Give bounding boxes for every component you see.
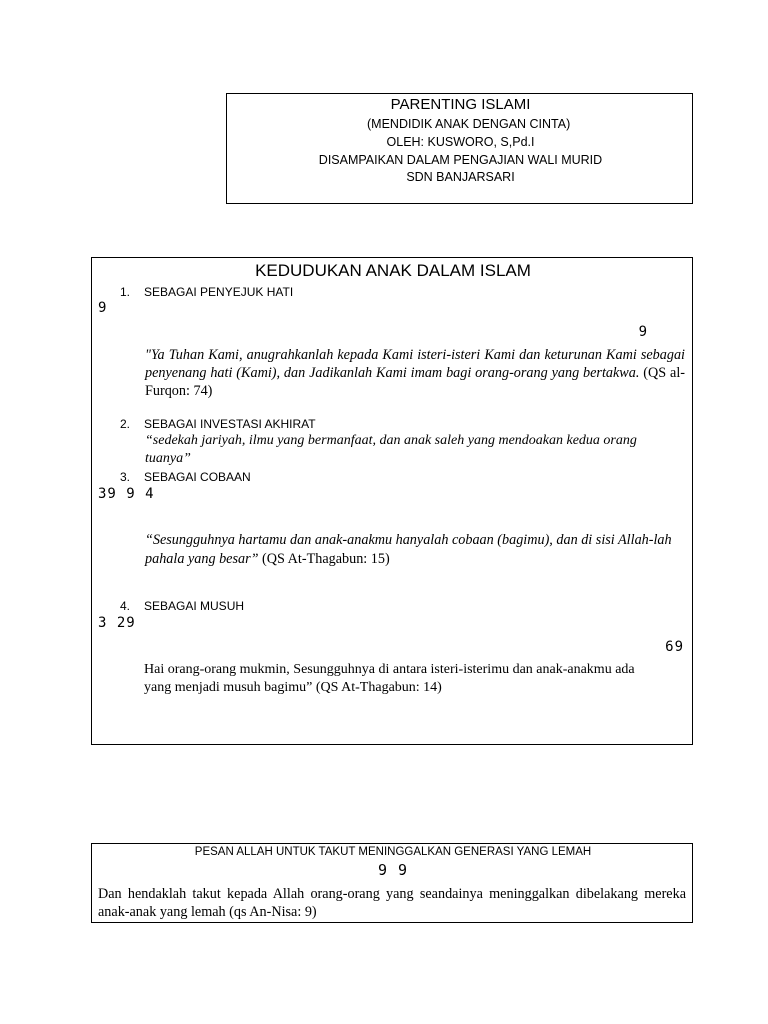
- item-3-reference: (QS At-Thagabun: 15): [258, 551, 390, 567]
- item-4-arabic-line-2: 69: [665, 639, 684, 655]
- item-4-number: 4.: [120, 599, 131, 613]
- item-1-translation-block: [145, 346, 685, 400]
- event: DISAMPAIKAN DALAM PENGAJIAN WALI MURID: [318, 153, 603, 167]
- item-1-arabic-line-1: 9: [98, 300, 108, 316]
- author: OLEH: KUSWORO, S,Pd.I: [386, 135, 535, 149]
- item-3-translation: “Sesungguhnya hartamu dan anak-anakmu hanyalah cobaan (bagimu), dan di sisi Allah-lah pahala yang besar”: [145, 532, 672, 567]
- item-2-label: SEBAGAI INVESTASI AKHIRAT: [144, 417, 316, 431]
- item-4-label: SEBAGAI MUSUH: [144, 599, 245, 613]
- item-3-translation-block: [145, 531, 685, 569]
- footer-box: [91, 843, 693, 923]
- header-box: [226, 93, 693, 204]
- school-name: SDN BANJARSARI: [406, 170, 515, 184]
- footer-heading: PESAN ALLAH UNTUK TAKUT MENINGGALKAN GENERASI YANG LEMAH: [194, 846, 592, 858]
- item-1-translation: "Ya Tuhan Kami, anugrahkanlah kepada Kami isteri-isteri Kami dan keturunan Kami sebagai penyenang hati (Kami), dan Jadikanlah Kami imam bagi orang-orang yang bertakwa.: [145, 347, 685, 381]
- item-4-arabic-line-1: 3 29: [98, 615, 136, 631]
- item-4-translation-line-1: Hai orang-orang mukmin, Sesungguhnya di antara isteri-isterimu dan anak-anakmu ada: [144, 662, 635, 677]
- item-3-number: 3.: [120, 470, 131, 484]
- item-3-arabic-line-1: 39 9 4: [98, 486, 155, 502]
- page-title: PARENTING ISLAMI: [390, 96, 531, 113]
- subtitle: (MENDIDIK ANAK DENGAN CINTA): [367, 117, 571, 131]
- section-heading: KEDUDUKAN ANAK DALAM ISLAM: [255, 261, 531, 280]
- item-1-reference: (QS al-Furqon: 74): [145, 365, 686, 399]
- item-3-label: SEBAGAI COBAAN: [144, 470, 251, 484]
- item-1-number: 1.: [120, 285, 131, 299]
- footer-translation: Dan hendaklah takut kepada Allah orang-orang yang seandainya meninggalkan dibelakang mereka anak-anak yang lemah (qs An-Nisa: 9): [98, 886, 686, 920]
- item-1-arabic-line-2: 9: [638, 324, 648, 340]
- item-4-translation-line-2: yang menjadi musuh bagimu” (QS At-Thagabun: 14): [144, 680, 442, 695]
- item-2-quote-line-1: “sedekah jariyah, ilmu yang bermanfaat, dan anak saleh yang mendoakan kedua orang: [145, 433, 637, 448]
- main-section-box: [91, 257, 693, 745]
- item-2-quote-line-2: tuanya”: [145, 451, 191, 466]
- item-2-number: 2.: [120, 417, 131, 431]
- footer-arabic-line: 9 9: [377, 861, 409, 879]
- item-1-label: SEBAGAI PENYEJUK HATI: [144, 285, 294, 299]
